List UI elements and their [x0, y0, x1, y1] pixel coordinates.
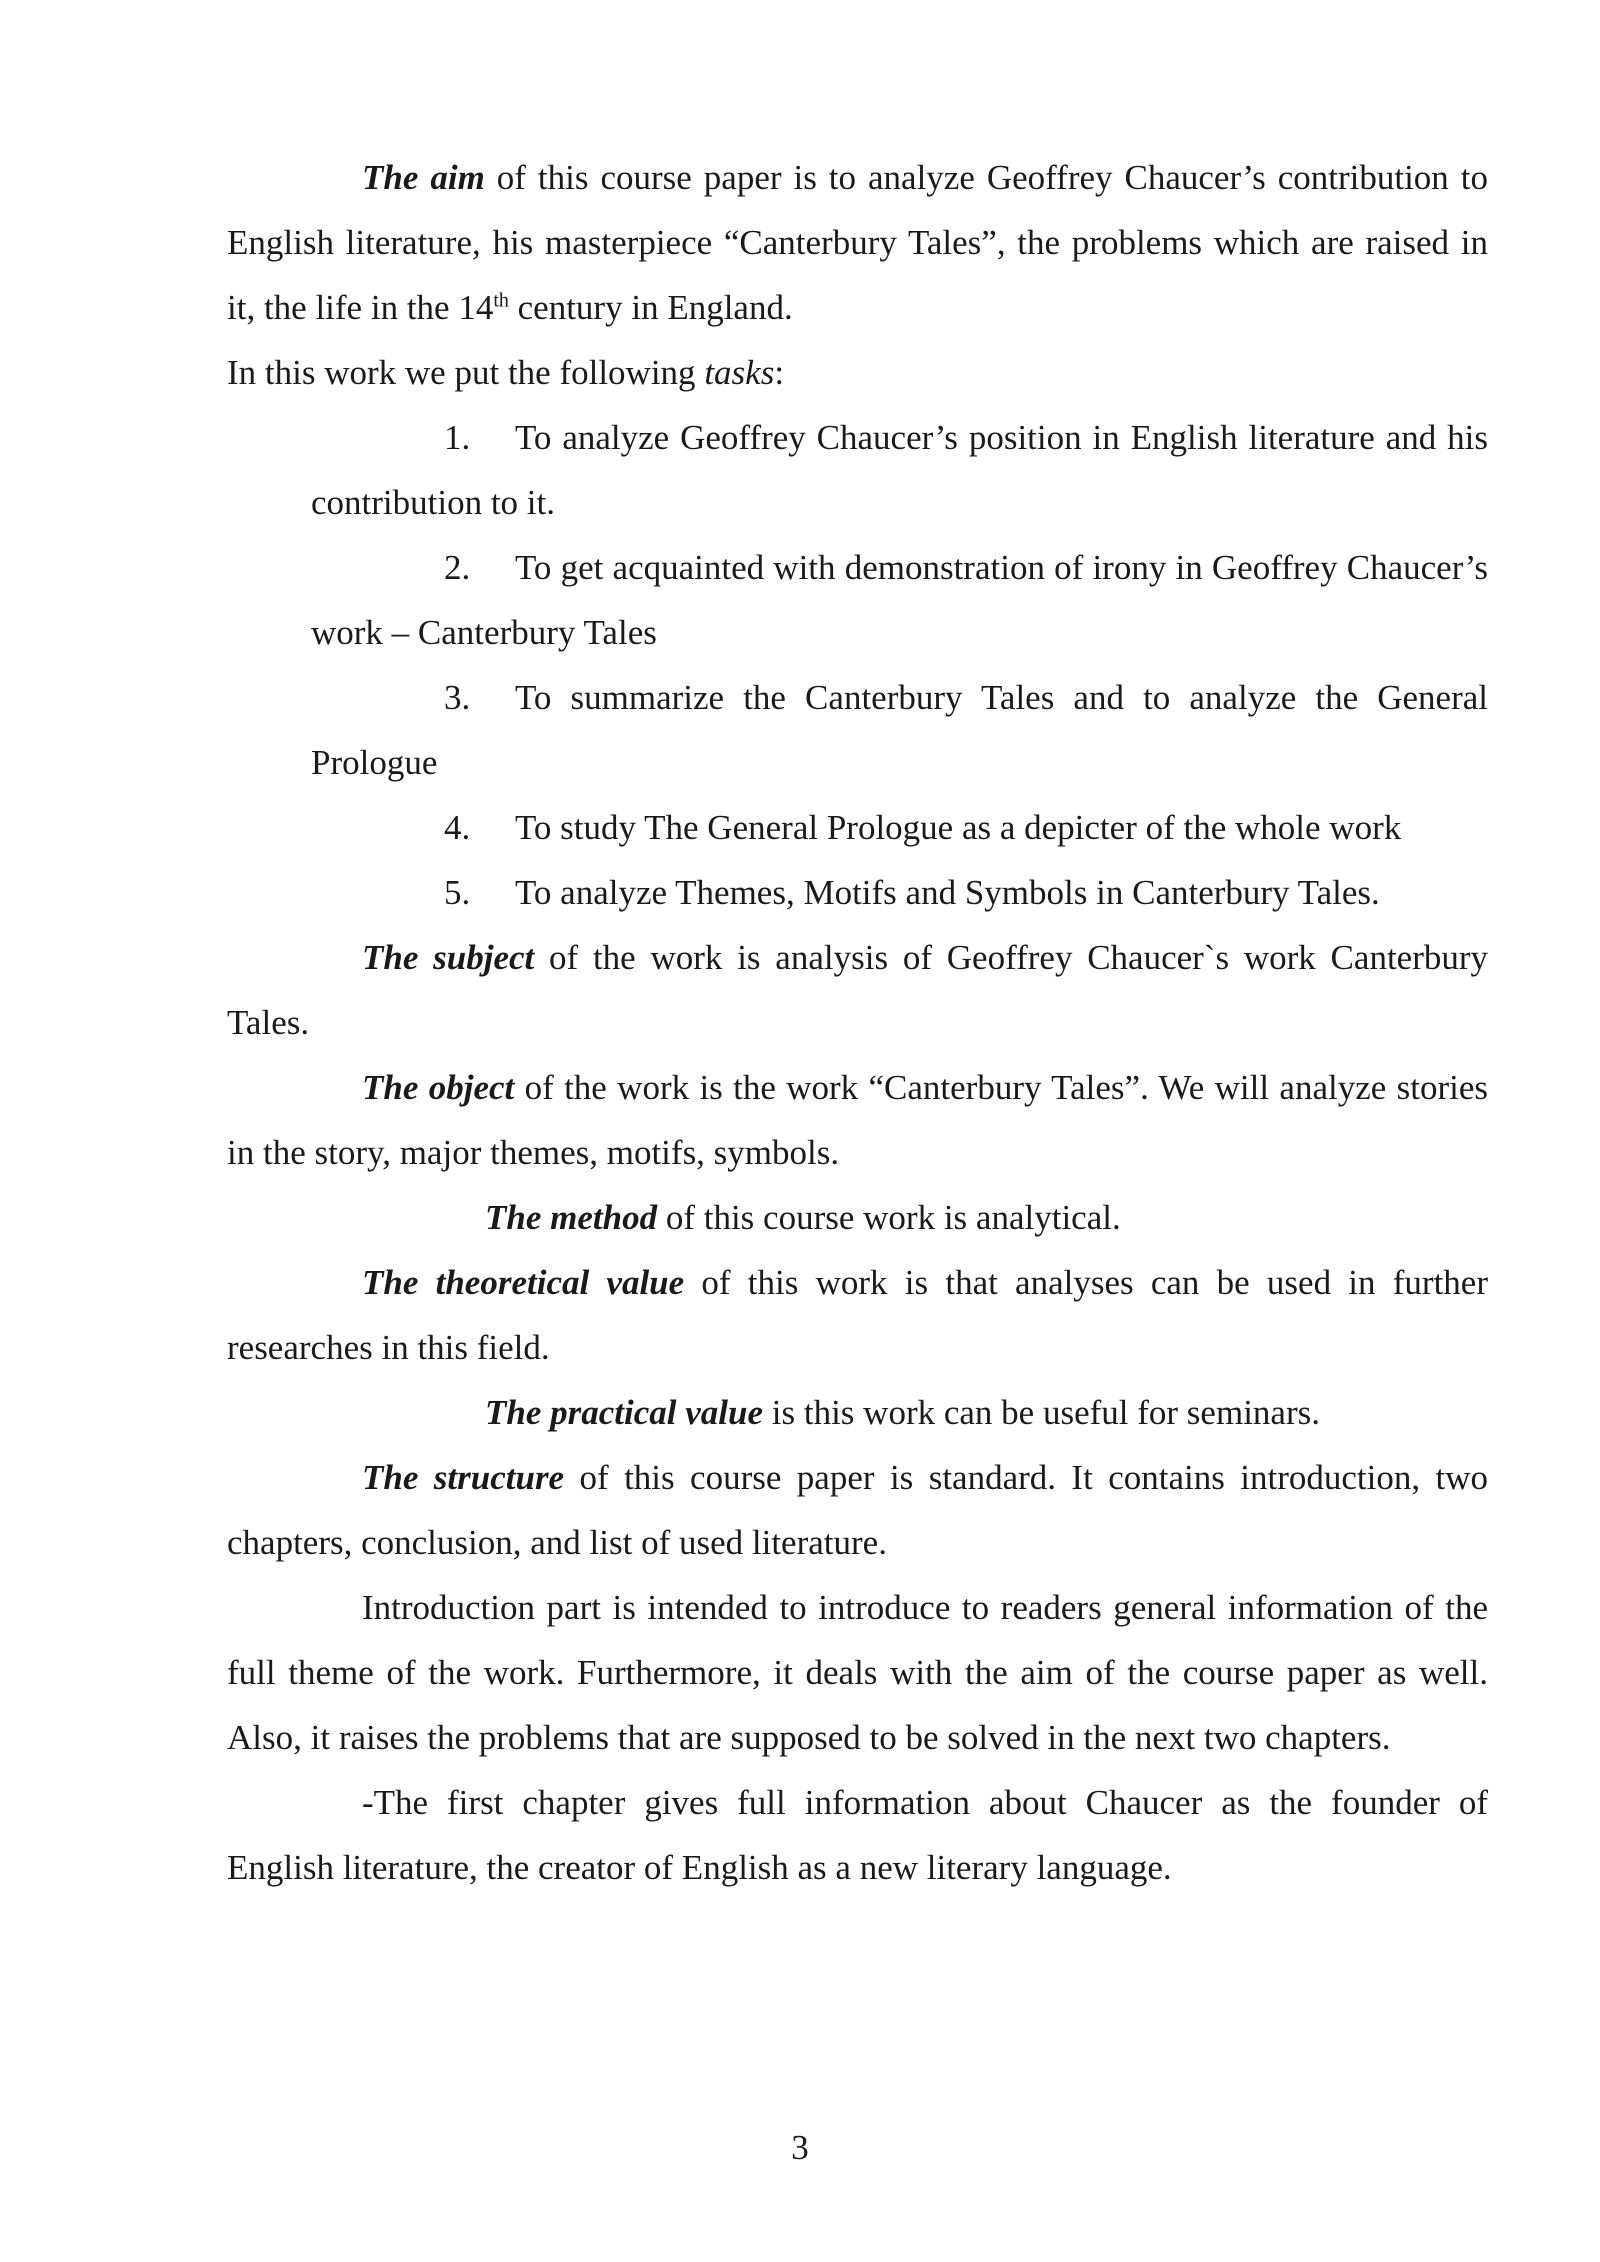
tasks-intro-italic: tasks	[704, 353, 775, 392]
aim-text-2: century in England.	[508, 288, 793, 327]
tasks-intro-paragraph	[227, 340, 1488, 405]
theoretical-value-text: of this work is that analyses can be used in further researches in this field.	[227, 1263, 1488, 1367]
task-text: To summarize the Canterbury Tales and to analyze the General Prologue	[311, 678, 1488, 782]
theoretical-value-paragraph	[227, 1250, 1488, 1380]
practical-value-text: is this work can be useful for seminars.	[763, 1393, 1320, 1432]
task-number: 3.	[444, 678, 471, 717]
aim-paragraph	[227, 145, 1488, 340]
tasks-intro-text-2: :	[774, 353, 785, 392]
task-text: To study The General Prologue as a depicter of the whole work	[515, 808, 1402, 847]
practical-value-paragraph	[227, 1380, 1488, 1445]
task-text: To analyze Geoffrey Chaucer’s position in English literature and his contribution to it.	[311, 418, 1488, 522]
task-number: 1.	[444, 418, 471, 457]
task-item	[227, 405, 1488, 535]
practical-value-label: The practical value	[485, 1393, 764, 1432]
method-label: The method	[485, 1198, 658, 1237]
task-number: 5.	[444, 873, 471, 912]
tasks-intro-text-1: In this work we put the following	[227, 353, 705, 392]
task-item	[227, 860, 1488, 925]
task-item	[227, 795, 1488, 860]
first-chapter-paragraph: -The first chapter gives full information about Chaucer as the founder of English literature, the creator of English as a new literary language.	[227, 1783, 1488, 1887]
method-paragraph	[227, 1185, 1488, 1250]
task-text: To analyze Themes, Motifs and Symbols in Canterbury Tales.	[515, 873, 1380, 912]
page-number: 3	[791, 2128, 809, 2167]
task-text: To get acquainted with demonstration of irony in Geoffrey Chaucer’s work – Canterbury Tales	[311, 548, 1488, 652]
subject-text: of the work is analysis of Geoffrey Chaucer`s work Canterbury Tales.	[227, 938, 1489, 1042]
method-text: of this course work is analytical.	[657, 1198, 1121, 1237]
subject-paragraph	[227, 925, 1488, 1055]
subject-label: The subject	[362, 938, 535, 977]
object-text: of the work is the work “Canterbury Tales”. We will analyze stories in the story, major themes, motifs, symbols.	[227, 1068, 1488, 1172]
structure-label: The structure	[362, 1458, 565, 1497]
task-item	[227, 665, 1488, 795]
aim-text-1: of this course paper is to analyze Geoffrey Chaucer’s contribution to English literature, his masterpiece “Canterbury Tales”, the problems which are raised in it, the life in the 14	[227, 158, 1489, 327]
task-item	[227, 535, 1488, 665]
object-paragraph	[227, 1055, 1488, 1185]
task-list	[227, 405, 1488, 925]
introduction-part-paragraph: Introduction part is intended to introduce to readers general information of the full theme of the work. Furthermore, it deals with the aim of the course paper as well. Also, it raises the problems that are supposed to be solved in the next two chapters.	[227, 1588, 1488, 1757]
body-text	[227, 145, 1488, 1900]
aim-superscript: th	[493, 289, 509, 312]
object-label: The object	[362, 1068, 515, 1107]
task-number: 2.	[444, 548, 471, 587]
structure-paragraph	[227, 1445, 1488, 1575]
task-number: 4.	[444, 808, 471, 847]
aim-label: The aim	[362, 158, 485, 197]
theoretical-value-label: The theoretical value	[362, 1263, 685, 1302]
structure-text: of this course paper is standard. It contains introduction, two chapters, conclusion, and list of used literature.	[227, 1458, 1488, 1562]
